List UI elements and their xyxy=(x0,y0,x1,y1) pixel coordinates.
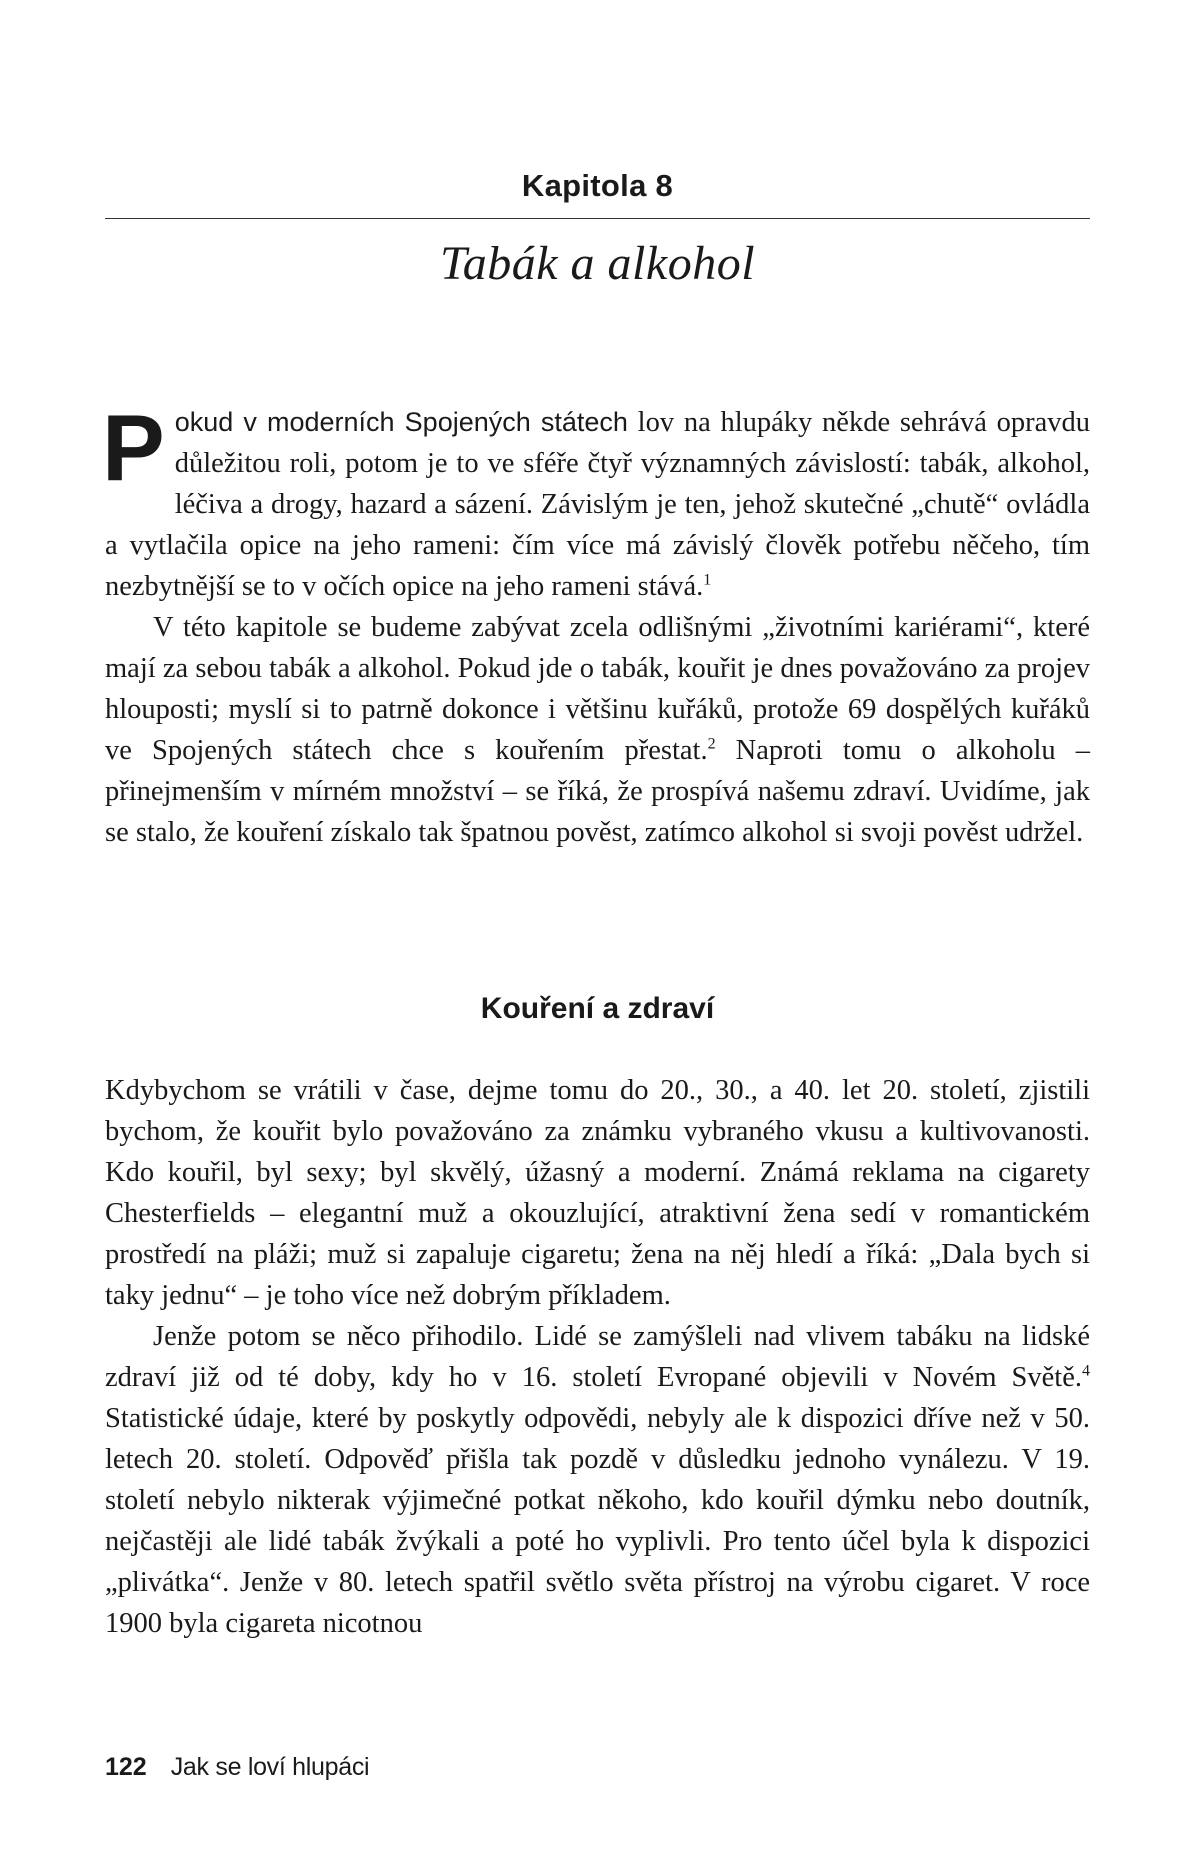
drop-cap: P xyxy=(102,395,165,500)
section-paragraph-2 xyxy=(105,1316,1090,1644)
chapter-label: Kapitola 8 xyxy=(521,168,674,203)
paragraph-text: Statistické údaje, které by poskytly odpovědi, nebyly ale k dispozici dříve než v 50. letech 20. století. Odpověď přišla tak pozdě v důsledku jednoho vynálezu. V 19. století nebylo nikterak výjimečné potkat někoho, kdo kouřil dýmku nebo doutník, nejčastěji ale lidé tabák žvýkali a poté ho vyplivli. Pro tento účel byla k dispozici „plivátka“. Jenže v 80. letech spatřil světlo světa přístroj na výrobu cigaret. V roce 1900 byla cigareta nicotnou xyxy=(105,1403,1090,1639)
page-number: 122 xyxy=(105,1753,147,1781)
footnote-ref: 2 xyxy=(707,735,716,753)
footnote-ref: 1 xyxy=(703,571,712,589)
intro-text xyxy=(102,395,1090,853)
section-heading: Kouření a zdraví xyxy=(480,992,715,1025)
paragraph-text: lov na hlupáky někde sehrává opravdu důležitou roli, potom je to ve sféře čtyř významných závislostí: tabák, alkohol, léčiva a drogy, hazard a sázení. Závislým je ten, jehož skutečné „chutě“ ovládla a vytlačila opice na jeho rameni: čím více má závislý člověk potřebu něčeho, tím nezbytnější se to v očích opice na jeho rameni stává. xyxy=(105,407,1090,602)
intro-paragraph-2 xyxy=(105,607,1090,853)
section-paragraph-1: Kdybychom se vrátili v čase, dejme tomu do 20., 30., a 40. let 20. století, zjistili bychom, že kouřit bylo považováno za známku vybraného vkusu a kultivovanosti. Kdo kouřil, byl sexy; byl skvělý, úžasný a moderní. Známá reklama na cigarety Chesterfields – elegantní muž a okouzlující, atraktivní žena sedí v romantickém prostředí na pláži; muž si zapaluje cigaretu; žena na něj hledí a říká: „Dala bych si taky jednu“ – je toho více než dobrým příkladem. xyxy=(105,1075,1090,1311)
lead-in-text: okud v moderních Spojených státech xyxy=(174,407,628,437)
intro-paragraph-1 xyxy=(102,395,1090,607)
section-text xyxy=(105,1070,1090,1644)
running-title: Jak se loví hlupáci xyxy=(170,1753,370,1781)
paragraph-text: V této kapitole se budeme zabývat zcela odlišnými „životními kariérami“, které mají za sebou tabák a alkohol. Pokud jde o tabák, kouřit je dnes považováno za projev hlouposti; myslí si to patrně dokonce i většinu kuřáků, protože 69 dospělých kuřáků ve Spojených státech chce s kouřením přestat. xyxy=(105,612,1090,766)
footnote-ref: 4 xyxy=(1082,1362,1090,1380)
chapter-title: Tabák a alkohol xyxy=(439,237,756,290)
chapter-divider xyxy=(105,218,1090,219)
paragraph-text: Naproti tomu o alkoholu – přinejmenším v mírném množství – se říká, že prospívá našemu zdraví. Uvidíme, jak se stalo, že kouření získalo tak špatnou pověst, zatímco alkohol si svoji pověst udržel. xyxy=(105,735,1090,848)
paragraph-text: Jenže potom se něco přihodilo. Lidé se zamýšleli nad vlivem tabáku na lidské zdraví již od té doby, kdy ho v 16. století Evropané objevili v Novém Světě. xyxy=(105,1321,1090,1393)
page-footer xyxy=(105,1753,369,1782)
